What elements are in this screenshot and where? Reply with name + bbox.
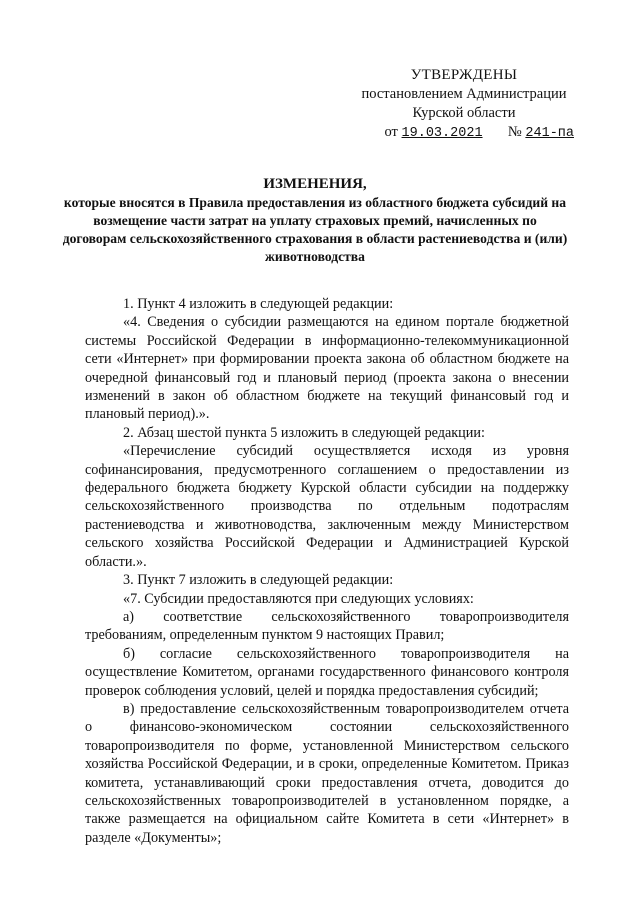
document-heading <box>60 176 570 266</box>
paragraph: 3. Пункт 7 изложить в следующей редакции: <box>123 572 394 589</box>
document-body <box>85 295 569 847</box>
approval-line-1: постановлением Администрации <box>361 86 567 102</box>
number-prefix: № <box>507 124 522 140</box>
heading-subtitle: которые вносятся в Правила предоставления из областного бюджета субсидий на возмещение части затрат на уплату страховых премий, начисленных по договорам сельскохозяйственного страхования в области растениеводства и (или) животноводства <box>62 195 568 264</box>
paragraph: «Перечисление субсидий осуществляется исходя из уровня софинансирования, предусмотренного соглашением о предоставлении из федерального бюджета бюджету Курской области субсидии на поддержку сельскохозяйственного производства по отдельным подотраслям растениеводства и животноводства, заключенным между Министерством сельского хозяйства Российской Федерации и Администрацией Курской области.». <box>85 443 569 570</box>
paragraph: «4. Сведения о субсидии размещаются на едином портале бюджетной системы Российской Федерации в информационно-телекоммуникационной сети «Интернет» при формировании проекта закона об областном бюджете на очередной финансовый год и плановый период (проекта закона о внесении изменений в закон об областном бюджете на текущий финансовый год и плановый период).». <box>85 314 569 423</box>
approval-title: УТВЕРЖДЕНЫ <box>410 67 518 83</box>
approval-date: 19.03.2021 <box>401 126 483 141</box>
approval-line-2: Курской области <box>412 105 516 121</box>
paragraph: «7. Субсидии предоставляются при следующих условиях: <box>123 590 474 607</box>
paragraph: в) предоставление сельскохозяйственным товаропроизводителем отчета о финансово-экономическом состоянии сельскохозяйственного товаропроизводителя по форме, установленной Министерством сельского хозяйства Российской Федерации, и в сроки, определенные Комитетом. Приказ комитета, устанавливающий сроки предоставления отчета, доводится до сельскохозяйственных товаропроизводителей в установленном порядке, а также размещается на официальном сайте Комитета в сети «Интернет» в разделе «Документы»; <box>85 700 569 846</box>
heading-title: ИЗМЕНЕНИЯ, <box>263 176 367 192</box>
paragraph: 2. Абзац шестой пункта 5 изложить в следующей редакции: <box>123 424 485 441</box>
approval-block <box>344 66 584 143</box>
paragraph: 1. Пункт 4 изложить в следующей редакции: <box>123 296 394 312</box>
approval-date-number <box>344 123 584 143</box>
date-prefix: от <box>384 124 398 140</box>
paragraph: а) соответствие сельскохозяйственного товаропроизводителя требованиям, определенным пунктом 9 настоящих Правил; <box>85 608 569 644</box>
paragraph: б) согласие сельскохозяйственного товаропроизводителя на осуществление Комитетом, органами государственного финансового контроля проверок соблюдения условий, целей и порядка предоставления субсидий; <box>85 645 569 699</box>
approval-number: 241-па <box>525 126 574 141</box>
